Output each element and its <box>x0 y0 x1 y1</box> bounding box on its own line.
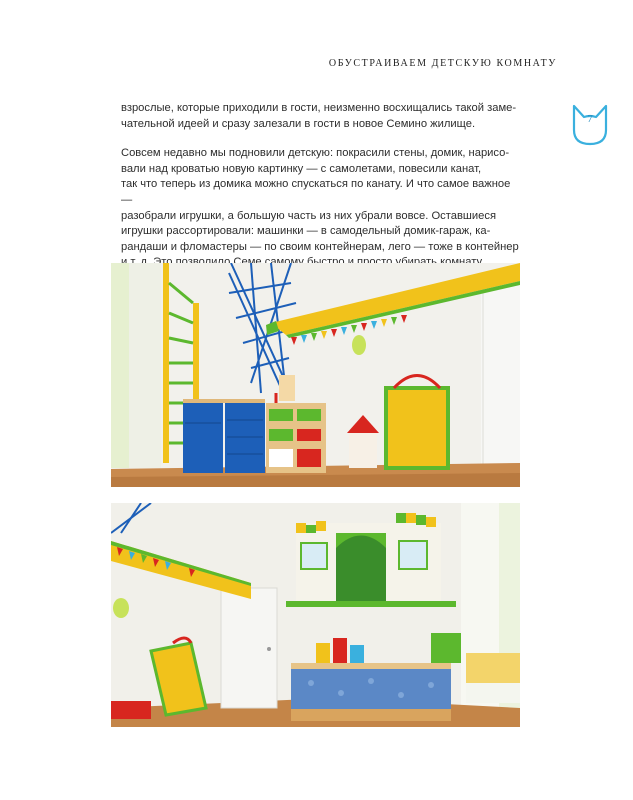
text-line: игрушки рассортировали: машинки — в самодельный домик-гараж, ка- <box>121 225 491 238</box>
text-line: вали над кроватью новую картинку — с самолетами, повесили канат, <box>121 162 482 175</box>
paragraph-2 <box>121 146 519 271</box>
text-line: Совсем недавно мы подновили детскую: покрасили стены, домик, нарисо- <box>121 147 510 160</box>
text-line: разобрали игрушки, а большую часть из них убрали вовсе. Оставшиеся <box>121 209 496 222</box>
text-line: так что теперь из домика можно спускаться по канату. И что самое важное — <box>121 178 511 206</box>
photo-nursery-bed <box>111 503 520 727</box>
running-header: ОБУСТРАИВАЕМ ДЕТСКУЮ КОМНАТУ <box>328 58 557 69</box>
text-line: рандаши и фломастеры — по своим контейнерам, лего — тоже в контейнер <box>121 240 519 253</box>
text-line: чательной идеей и сразу залезали в гости в новое Семино жилище. <box>121 117 476 130</box>
page-number-badge <box>564 100 616 148</box>
text-line: взрослые, которые приходили в гости, неизменно восхищались такой заме- <box>121 102 517 114</box>
paragraph-1 <box>121 101 519 132</box>
photo-nursery-shelves <box>111 263 520 487</box>
article-body <box>121 101 519 271</box>
page-number: 7 <box>587 113 593 125</box>
